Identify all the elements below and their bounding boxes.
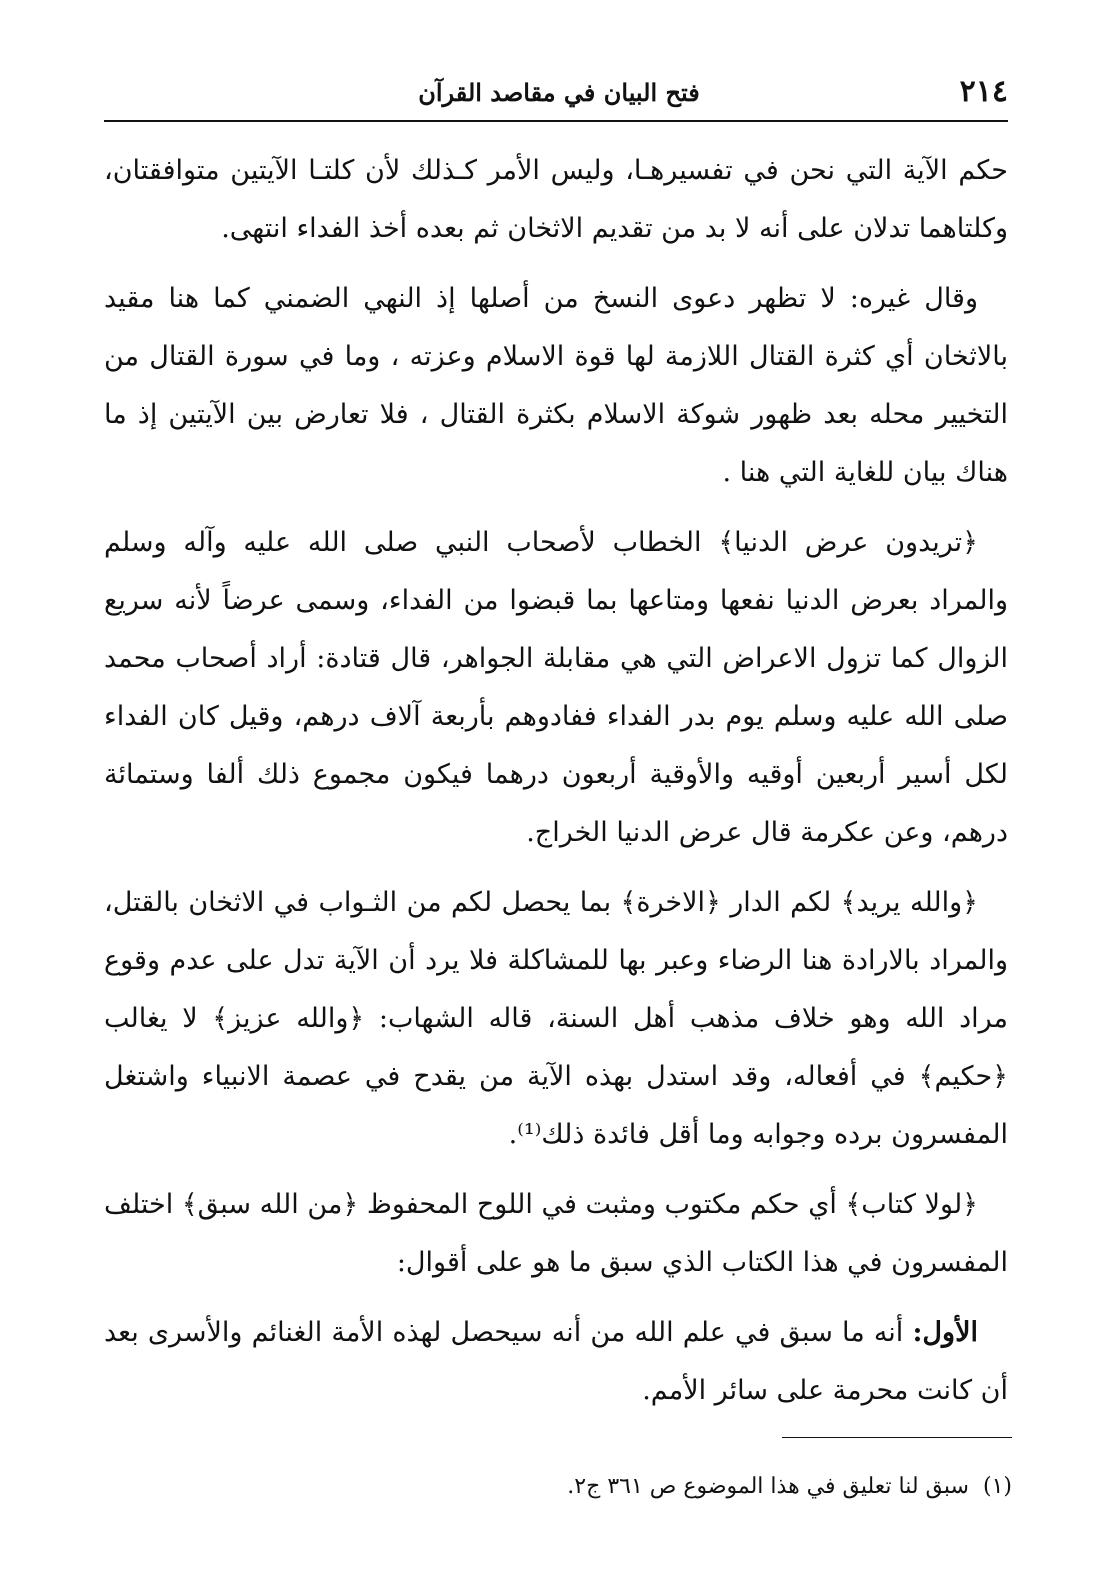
paragraph: ﴿تريدون عرض الدنيا﴾ الخطاب لأصحاب النبي صلى الله عليه وآله وسلم والمراد بعرض الدنيا نفعها ومتاعها بما قبضوا من الفداء، وسمى عرضاً لأنه سريع الزوال كما تزول الاعراض التي هي مقابلة الجواهر، قال قتادة: أراد أصحاب محمد صلى الله عليه وسلم يوم بدر الفداء ففادوهم بأربعة آلاف درهم، وقيل كان الفداء لكل أسير أربعين أوقيه والأوقية أربعون درهما فيكون مجموع ذلك ألفا وستمائة درهم، وعن عكرمة قال عرض الدنيا الخراج. <box>104 527 1008 848</box>
running-title: فتح البيان في مقاصد القرآن <box>418 78 700 107</box>
header-rule <box>104 120 1008 122</box>
footnote-mark: (١) <box>982 1474 1012 1499</box>
paragraph-text: أنه ما سبق في علم الله من أنه سيحصل لهذه الأمة الغنائم والأسرى بعد أن كانت محرمة على سائر الأمم. <box>104 1317 1008 1406</box>
paragraph: ﴿لولا كتاب﴾ أي حكم مكتوب ومثبت في اللوح المحفوظ ﴿من الله سبق﴾ اختلف المفسرون في هذا الكتاب الذي سبق ما هو على أقوال: <box>104 1189 1008 1278</box>
footnote-rule <box>782 1437 1012 1438</box>
footnote <box>412 1470 1012 1504</box>
paragraph-lead: الأول: <box>912 1317 978 1348</box>
footnote-text: سبق لنا تعليق في هذا الموضوع ص ٣٦١ ج٢. <box>567 1474 969 1499</box>
page-header <box>104 60 1008 112</box>
paragraph: وقال غيره: لا تظهر دعوى النسخ من أصلها إذ النهي الضمني كما هنا مقيد بالاثخان أي كثرة القتال اللازمة لها قوة الاسلام وعزته ، وما في سورة القتال من التخيير محله بعد ظهور شوكة الاسلام بكثرة القتال ، فلا تعارض بين الآيتين إذ ما هناك بيان للغاية التي هنا . <box>104 283 1008 488</box>
paragraph <box>104 1304 1008 1420</box>
page-number: ٢١٤ <box>959 74 1008 109</box>
paragraph: حكم الآية التي نحن في تفسيرهـا، وليس الأمر كـذلك لأن كلتـا الآيتين متوافقتان، وكلتاهما تدلان على أنه لا بد من تقديم الاثخان ثم بعده أخذ الفداء انتهى. <box>104 155 1008 244</box>
body-text <box>104 142 1008 1432</box>
paragraph: ﴿والله يريد﴾ لكم الدار ﴿الاخرة﴾ بما يحصل لكم من الثـواب في الاثخان بالقتل، والمراد بالارادة هنا الرضاء وعبر بها للمشاكلة فلا يرد أن الآية تدل على عدم وقوع مراد الله وهو خلاف مذهب أهل السنة، قاله الشهاب: ﴿والله عزيز﴾ لا يغالب ﴿حكيم﴾ في أفعاله، وقد استدل بهذه الآية من يقدح في عصمة الانبياء واشتغل المفسرون برده وجوابه وما أقل فائدة ذلك⁽¹⁾. <box>104 887 1008 1150</box>
